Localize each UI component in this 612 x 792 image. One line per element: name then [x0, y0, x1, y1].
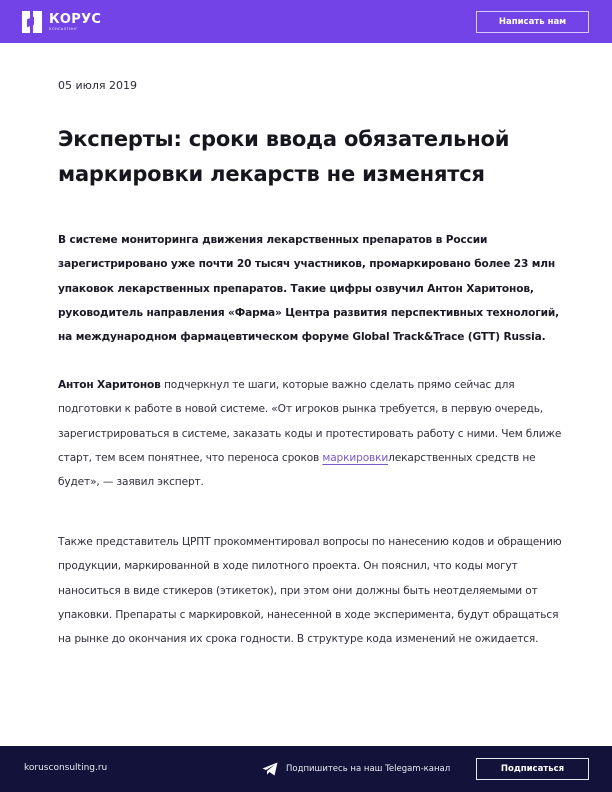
- paragraph-text: подчеркнул те шаги, которые важно сделать прямо сейчас для подготовки к работе в новой системе. «От игроков рынка требуется, в первую очередь, зарегистрироваться в системе, заказать коды и протестировать работу с ними. Чем ближе старт, тем всем понятнее, что переноса сроков: [58, 379, 562, 464]
- telegram-cta[interactable]: Подпишитесь на наш Telegam-канал: [286, 764, 451, 774]
- contact-us-button[interactable]: Написать нам: [476, 11, 589, 33]
- marking-link[interactable]: маркировки: [322, 451, 389, 464]
- telegram-icon[interactable]: [262, 762, 278, 776]
- article-paragraph-1: [58, 373, 563, 494]
- subscribe-button[interactable]: Подписаться: [476, 758, 589, 780]
- website-link[interactable]: korusconsulting.ru: [24, 763, 108, 773]
- korus-logo-icon: [22, 11, 42, 33]
- site-header: [0, 0, 612, 43]
- paragraph-text: лекарственных средств не будет», — заявил эксперт.: [58, 451, 536, 489]
- korus-logo[interactable]: [22, 11, 101, 33]
- person-name: Антон Харитонов: [58, 379, 161, 391]
- article-date: 05 июля 2019: [58, 79, 138, 92]
- site-footer: [0, 746, 612, 792]
- article-paragraph-2: Также представитель ЦРПТ прокомментировал вопросы по нанесению кодов и обращению продукции, маркированной в ходе пилотного проекта. Он пояснил, что коды могут наноситься в виде стикеров (этикеток), при этом они должны быть неотделяемыми от упаковки. Препараты с маркировкой, нанесенной в ходе эксперимента, будут обращаться на рынке до окончания их срока годности. В структуре кода изменений не ожидается.: [58, 536, 562, 646]
- logo-subtitle: КОНСАЛТИНГ: [49, 26, 78, 31]
- article-title: Эксперты: сроки ввода обязательной маркировки лекарств не изменятся: [58, 127, 510, 186]
- article-lead: В системе мониторинга движения лекарственных препаратов в России зарегистрировано уже почти 20 тысяч участников, промаркировано более 23 млн упаковок лекарственных препаратов. Такие цифры озвучил Антон Харитонов, руководитель направления «Фарма» Центра развития перспективных технологий, на международном фармацевтическом форуме Global Track&Trace (GTT) Russia.: [58, 234, 560, 344]
- logo-name: КОРУС: [49, 11, 102, 27]
